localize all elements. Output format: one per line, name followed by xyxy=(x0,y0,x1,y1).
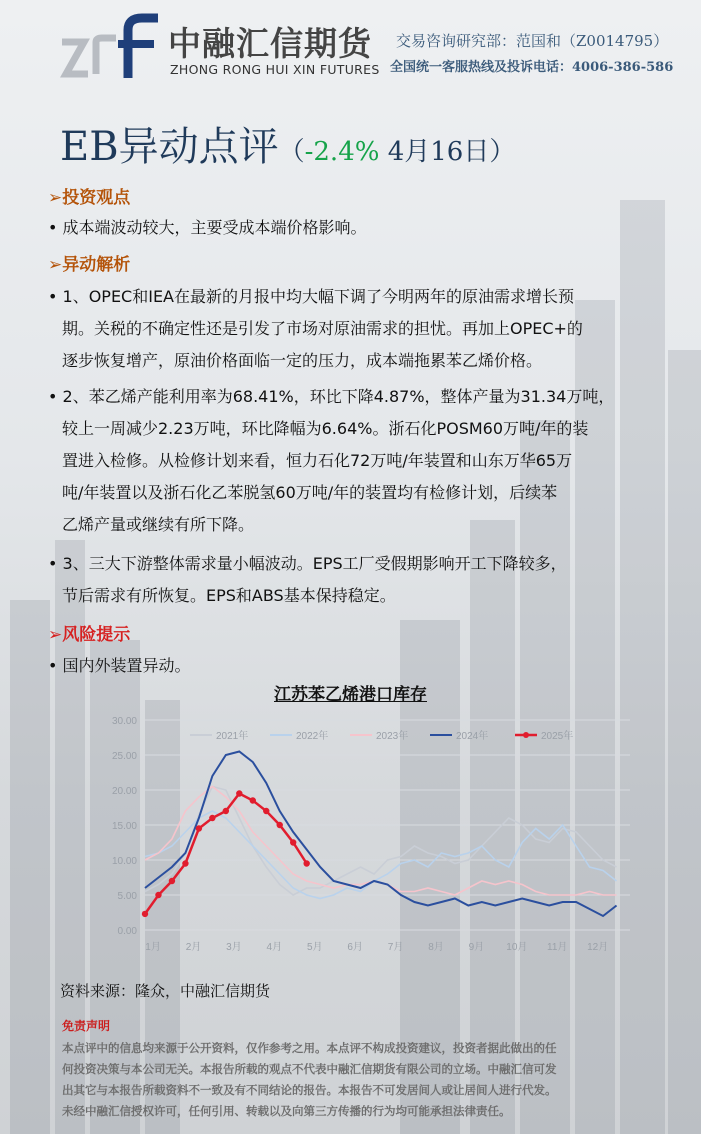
data-point xyxy=(250,797,256,803)
analysis-heading: ➢异动解析 xyxy=(48,255,131,275)
analysis-point-2-line: 较上一周减少2.23万吨，环比降幅为6.64%。浙石化POSM60万吨/年的装 xyxy=(62,419,589,438)
analysis-point-1-line: 逐步恢复增产，原油价格面临一定的压力，成本端拖累苯乙烯价格。 xyxy=(62,351,543,370)
y-tick-label: 30.00 xyxy=(111,716,137,727)
research-contact: 交易咨询研究部：范国和（Z0014795） xyxy=(396,32,669,50)
page-title xyxy=(60,115,515,172)
legend-label: 2021年 xyxy=(216,731,249,742)
x-tick-label: 9月 xyxy=(468,942,485,953)
hotline-contact: 全国统一客服热线及投诉电话：4006-386-586 xyxy=(390,60,674,75)
analysis-point-3-line: 节后需求有所恢复。EPS和ABS基本保持稳定。 xyxy=(62,586,396,605)
x-tick-label: 12月 xyxy=(587,942,609,953)
series-line xyxy=(145,787,617,896)
y-tick-label: 15.00 xyxy=(111,821,137,832)
legend-label: 2025年 xyxy=(541,731,574,742)
disclaimer-text xyxy=(62,1038,652,1122)
legend-label: 2023年 xyxy=(376,731,409,742)
view-body: • 成本端波动较大，主要受成本端价格影响。 xyxy=(48,218,367,237)
x-tick-label: 4月 xyxy=(266,942,283,953)
title-main: EB异动点评 xyxy=(60,124,279,170)
y-tick-label: 10.00 xyxy=(111,856,137,867)
data-point xyxy=(155,892,161,898)
disclaimer-line: 出其它与本报告所载资料不一致及有不同结论的报告。本报告不可发居间人或让居间人进行代发。 xyxy=(62,1083,557,1097)
analysis-point-3 xyxy=(48,548,668,612)
data-point xyxy=(196,825,202,831)
analysis-point-2-line: • 2、苯乙烯产能利用率为68.41%，环比下降4.87%，整体产量为31.34万吨， xyxy=(48,387,615,406)
view-heading: ➢投资观点 xyxy=(48,188,131,208)
title-paren: （ xyxy=(278,137,305,167)
data-point xyxy=(277,822,283,828)
y-tick-label: 0.00 xyxy=(117,926,137,937)
y-tick-label: 5.00 xyxy=(117,891,137,902)
title-change-pct: -2.4% xyxy=(304,137,380,167)
y-tick-label: 20.00 xyxy=(111,786,137,797)
x-tick-label: 6月 xyxy=(347,942,363,953)
company-name-en: ZHONG RONG HUI XIN FUTURES xyxy=(170,62,380,77)
analysis-point-1 xyxy=(48,281,668,377)
analysis-point-2-line: 吨/年装置以及浙石化乙苯脱氢60万吨/年的装置均有检修计划，后续苯 xyxy=(62,483,558,502)
data-point xyxy=(142,911,148,917)
x-tick-label: 2月 xyxy=(185,942,202,953)
data-point xyxy=(182,860,188,866)
legend-label: 2022年 xyxy=(296,731,329,742)
data-source: 资料来源：隆众，中融汇信期货 xyxy=(60,982,271,1000)
x-tick-label: 10月 xyxy=(506,942,528,953)
legend-label: 2024年 xyxy=(456,731,489,742)
data-point xyxy=(236,790,242,796)
x-tick-label: 1月 xyxy=(145,942,161,953)
analysis-point-2-line: 乙烯产量或继续有所下降。 xyxy=(62,515,255,534)
data-point xyxy=(303,860,309,866)
x-tick-label: 8月 xyxy=(428,942,444,953)
title-date: 4月16日） xyxy=(379,137,516,167)
header xyxy=(0,0,701,95)
data-point xyxy=(169,878,175,884)
risk-body: • 国内外装置异动。 xyxy=(48,656,191,675)
x-tick-label: 11月 xyxy=(547,942,568,953)
risk-heading: ➢风险提示 xyxy=(48,625,131,645)
analysis-point-3-line: • 3、三大下游整体需求量小幅波动。EPS工厂受假期影响开工下降较多， xyxy=(48,554,567,573)
data-point xyxy=(263,808,269,814)
analysis-point-1-line: • 1、OPEC和IEA在最新的月报中均大幅下调了今明两年的原油需求增长预 xyxy=(48,287,575,306)
data-point xyxy=(209,815,215,821)
x-tick-label: 5月 xyxy=(306,942,323,953)
analysis-point-2-line: 置进入检修。从检修计划来看，恒力石化72万吨/年装置和山东万华65万 xyxy=(62,451,573,470)
legend-marker xyxy=(523,732,529,738)
series-line xyxy=(145,752,617,917)
data-point xyxy=(223,808,229,814)
disclaimer-line: 本点评中的信息均来源于公开资料，仅作参考之用。本点评不构成投资建议，投资者据此做出的任 xyxy=(62,1041,557,1055)
data-point xyxy=(290,839,296,845)
disclaimer-line: 何投资决策与本公司无关。本报告所载的观点不代表中融汇信期货有限公司的立场。中融汇信可发 xyxy=(62,1062,557,1076)
disclaimer-title: 免责声明 xyxy=(62,1019,111,1033)
series-line xyxy=(145,811,617,899)
analysis-point-2 xyxy=(48,381,668,541)
chart-title: 江苏苯乙烯港口库存 xyxy=(274,685,427,705)
x-tick-label: 3月 xyxy=(226,942,242,953)
disclaimer-line: 未经中融汇信授权许可，任何引用、转载以及向第三方传播的行为均可能承担法律责任。 xyxy=(62,1104,511,1118)
y-tick-label: 25.00 xyxy=(111,751,137,762)
company-logo-icon xyxy=(58,12,162,82)
company-name-cn: 中融汇信期货 xyxy=(168,24,372,63)
series-line xyxy=(145,787,617,896)
x-tick-label: 7月 xyxy=(387,942,404,953)
analysis-point-1-line: 期。关税的不确定性还是引发了市场对原油需求的担忧。再加上OPEC+的 xyxy=(62,319,583,338)
inventory-line-chart xyxy=(95,705,640,965)
